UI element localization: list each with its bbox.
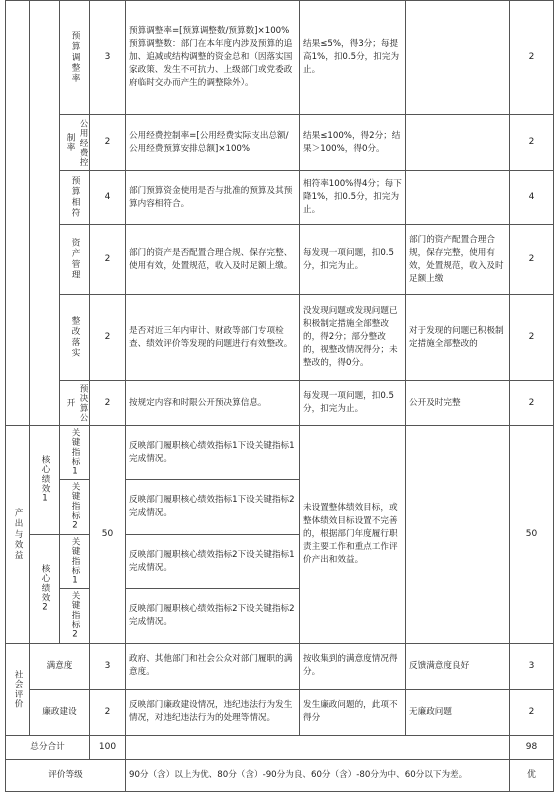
table-row xyxy=(6,1,554,115)
standard-cell: 相符率100%得4分；每下降1%，扣0.5分，扣完为止。 xyxy=(300,171,406,225)
indicator-name: 满意度 xyxy=(30,643,90,689)
indicator-name: 整改落实 xyxy=(60,295,90,381)
result-cell xyxy=(406,171,510,225)
description-cell: 部门预算资金使用是否与批准的预算及其预算内容相符合。 xyxy=(126,171,300,225)
description-cell: 反映部门履职核心绩效指标2下设关键指标1完成情况。 xyxy=(126,534,300,588)
indicator-name: 预算相符 xyxy=(60,171,90,225)
result-cell: 对于发现的问题已积极制定措施全部整改的 xyxy=(406,295,510,381)
total-weight: 100 xyxy=(90,735,126,759)
weight-cell: 50 xyxy=(90,426,126,644)
standard-cell: 未设置整体绩效目标，或整体绩效目标设置不完善的，根据部门年度履行职责主要工作和重点工作评价产出和效益。 xyxy=(300,426,406,644)
description-cell: 是否对近三年内审计、财政等部门专项检查、绩效评价等发现的问题进行有效整改。 xyxy=(126,295,300,381)
weight-cell: 2 xyxy=(90,225,126,295)
standard-cell: 没发现问题或发现问题已积极制定措施全部整改的，得2分；部分整改的，视整改情况得分；未整改的，得0分。 xyxy=(300,295,406,381)
description-cell: 按规定内容和时限公开预决算信息。 xyxy=(126,381,300,426)
description-cell: 反映部门履职核心绩效指标1下设关键指标1完成情况。 xyxy=(126,426,300,480)
grade-label: 评价等级 xyxy=(6,759,126,791)
key-indicator: 关键指标2 xyxy=(60,589,90,643)
total-score: 98 xyxy=(510,735,554,759)
description-cell: 反映部门廉政建设情况，违纪违法行为发生情况，对违纪违法行为的处理等情况。 xyxy=(126,689,300,735)
description-cell: 预算调整率=[预算调整数/预算数]×100% 预算调整数：部门在本年度内涉及预算的追加、追减或结构调整的资金总和（因落实国家政策、发生不可抗力、上级部门或党委政府临时交办而产生的调整除外）。 xyxy=(126,1,300,115)
description-cell: 部门的资产是否配置合理合规、保存完整、使用有效，处置规范，收入及时足额上缴。 xyxy=(126,225,300,295)
table-row xyxy=(6,225,554,295)
weight-cell: 2 xyxy=(90,689,126,735)
weight-cell: 3 xyxy=(90,643,126,689)
standard-cell: 结果≤5%，得3分；每提高1%，扣0.5分，扣完为止。 xyxy=(300,1,406,115)
result-cell: 部门的资产配置合理合规，保存完整，使用有效，处置规范，收入及时足额上缴 xyxy=(406,225,510,295)
score-cell: 2 xyxy=(510,381,554,426)
score-cell: 2 xyxy=(510,295,554,381)
standard-cell: 结果≤100%，得2分；结果＞100%，得0分。 xyxy=(300,115,406,171)
weight-cell: 3 xyxy=(90,1,126,115)
evaluation-table xyxy=(5,0,554,792)
standard-cell: 每发现一项问题，扣0.5分，扣完为止。 xyxy=(300,225,406,295)
result-cell: 无廉政问题 xyxy=(406,689,510,735)
weight-cell: 4 xyxy=(90,171,126,225)
table-row xyxy=(6,759,554,791)
total-label: 总分合计 xyxy=(6,735,90,759)
key-indicator: 关键指标1 xyxy=(60,534,90,588)
table-row xyxy=(6,295,554,381)
indicator-name: 公用经费控制率 xyxy=(60,115,90,171)
category-social: 社会评价 xyxy=(6,643,30,735)
table-row xyxy=(6,115,554,171)
score-cell: 2 xyxy=(510,689,554,735)
description-cell: 政府、其他部门和社会公众对部门履职的满意度。 xyxy=(126,643,300,689)
description-cell: 反映部门履职核心绩效指标1下设关键指标2完成情况。 xyxy=(126,480,300,534)
weight-cell: 2 xyxy=(90,381,126,426)
category-output: 产出与效益 xyxy=(6,426,30,644)
weight-cell: 2 xyxy=(90,115,126,171)
result-cell: 公开及时完整 xyxy=(406,381,510,426)
indicator-name: 预算调整率 xyxy=(60,1,90,115)
table-row xyxy=(6,735,554,759)
standard-cell: 按收集到的满意度情况得分。 xyxy=(300,643,406,689)
table-row xyxy=(6,426,554,480)
indicator-name: 资产管理 xyxy=(60,225,90,295)
score-cell: 4 xyxy=(510,171,554,225)
score-cell: 2 xyxy=(510,1,554,115)
grade-rule: 90分（含）以上为优、80分（含）-90分为良、60分（含）-80分为中、60分以下为差。 xyxy=(126,759,510,791)
weight-cell: 2 xyxy=(90,295,126,381)
table-row xyxy=(6,689,554,735)
core-performance-2: 核心绩效2 xyxy=(30,534,60,643)
key-indicator: 关键指标2 xyxy=(60,480,90,534)
score-cell: 3 xyxy=(510,643,554,689)
score-cell: 50 xyxy=(510,426,554,644)
description-cell: 反映部门履职核心绩效指标2下设关键指标2完成情况。 xyxy=(126,589,300,643)
score-cell: 2 xyxy=(510,115,554,171)
table-row xyxy=(6,381,554,426)
key-indicator: 关键指标1 xyxy=(60,426,90,480)
result-cell: 反馈满意度良好 xyxy=(406,643,510,689)
blank-subcategory-cell xyxy=(30,1,60,426)
core-performance-1: 核心绩效1 xyxy=(30,426,60,535)
description-cell: 公用经费控制率=[公用经费实际支出总额/公用经费预算安排总额]×100% xyxy=(126,115,300,171)
result-cell xyxy=(406,426,510,644)
blank-category-cell xyxy=(6,1,30,426)
result-cell xyxy=(406,115,510,171)
grade-value: 优 xyxy=(510,759,554,791)
table-row xyxy=(6,171,554,225)
standard-cell: 每发现一项问题，扣0.5分，扣完为止。 xyxy=(300,381,406,426)
result-cell xyxy=(406,1,510,115)
indicator-name: 廉政建设 xyxy=(30,689,90,735)
blank-cell xyxy=(126,735,510,759)
indicator-name: 预决算公开 xyxy=(60,381,90,426)
table-row xyxy=(6,643,554,689)
score-cell: 2 xyxy=(510,225,554,295)
standard-cell: 发生廉政问题的，此项不得分 xyxy=(300,689,406,735)
